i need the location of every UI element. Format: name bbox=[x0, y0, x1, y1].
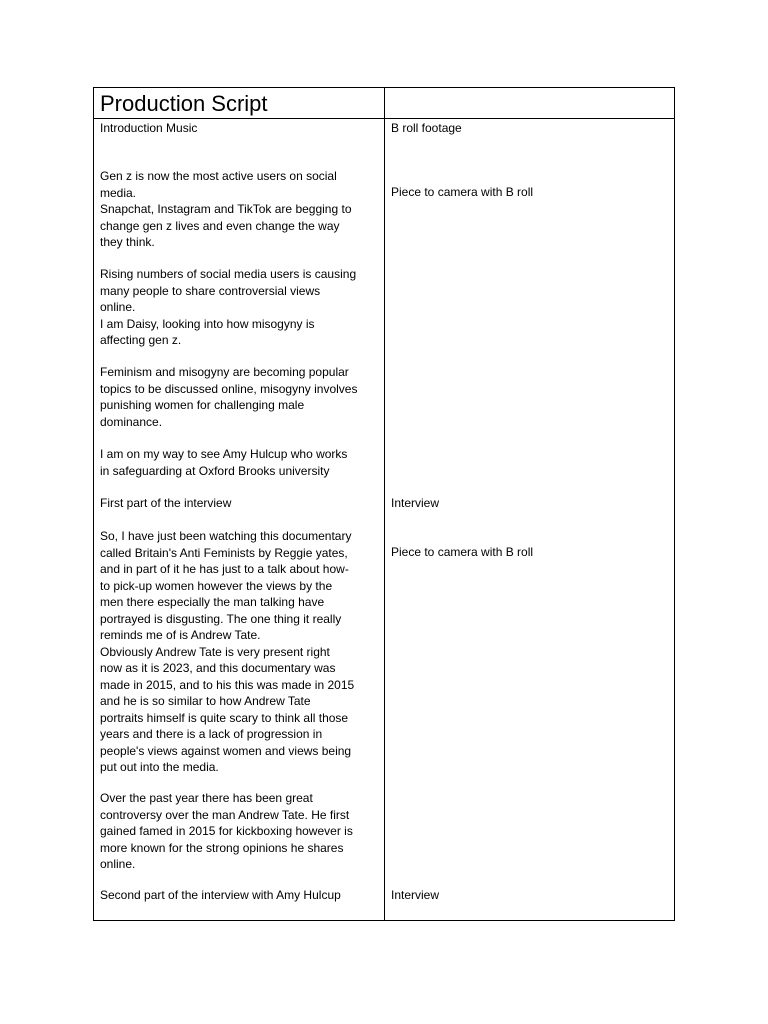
shot-note-piece-to-camera-1: Piece to camera with B roll bbox=[391, 185, 534, 199]
shot-note-piece-to-camera-2: Piece to camera with B roll bbox=[391, 545, 534, 559]
script-line-first-interview: First part of the interview bbox=[100, 496, 232, 510]
header-row-divider bbox=[94, 118, 674, 119]
script-line-intro-music: Introduction Music bbox=[100, 121, 198, 135]
script-paragraph-documentary: So, I have just been watching this documentary called Britain's Anti Feminists by Reggie yates, and in part of it he has just to a talk about how- to pick-up women however the views by the men there especially the man talking have portrayed is disgusting. The one thing it really reminds me of is Andrew Tate. Obviously Andrew Tate is very present right now as it is 2023, and this documentary was made in 2015, and to his this was made in 2015 and he is so similar to how Andrew Tate portraits himself is quite scary to think all those years and there is a lack of progression in people's views against women and views being put out into the media. bbox=[100, 529, 355, 774]
shot-note-interview-1: Interview bbox=[391, 496, 440, 510]
script-paragraph-gen-z: Gen z is now the most active users on social media. Snapchat, Instagram and TikTok are begging to change gen z lives and even change the way they think. bbox=[100, 169, 352, 249]
script-line-second-interview: Second part of the interview with Amy Hulcup bbox=[100, 888, 341, 902]
script-paragraph-andrew-tate: Over the past year there has been great controversy over the man Andrew Tate. He first gained famed in 2015 for kickboxing however is more known for the strong opinions he shares online. bbox=[100, 791, 353, 871]
shot-note-interview-2: Interview bbox=[391, 888, 440, 902]
script-paragraph-rising-numbers: Rising numbers of social media users is causing many people to share controversial views online. I am Daisy, looking into how misogyny is affecting gen z. bbox=[100, 267, 357, 347]
script-paragraph-feminism: Feminism and misogyny are becoming popular topics to be discussed online, misogyny involves punishing women for challenging male dominance. bbox=[100, 365, 358, 429]
production-script-table bbox=[93, 87, 675, 921]
column-divider bbox=[384, 88, 385, 920]
shot-note-b-roll-footage: B roll footage bbox=[391, 121, 462, 135]
script-paragraph-amy-hulcup: I am on my way to see Amy Hulcup who works in safeguarding at Oxford Brooks university bbox=[100, 447, 348, 478]
document-title: Production Script bbox=[100, 91, 268, 116]
